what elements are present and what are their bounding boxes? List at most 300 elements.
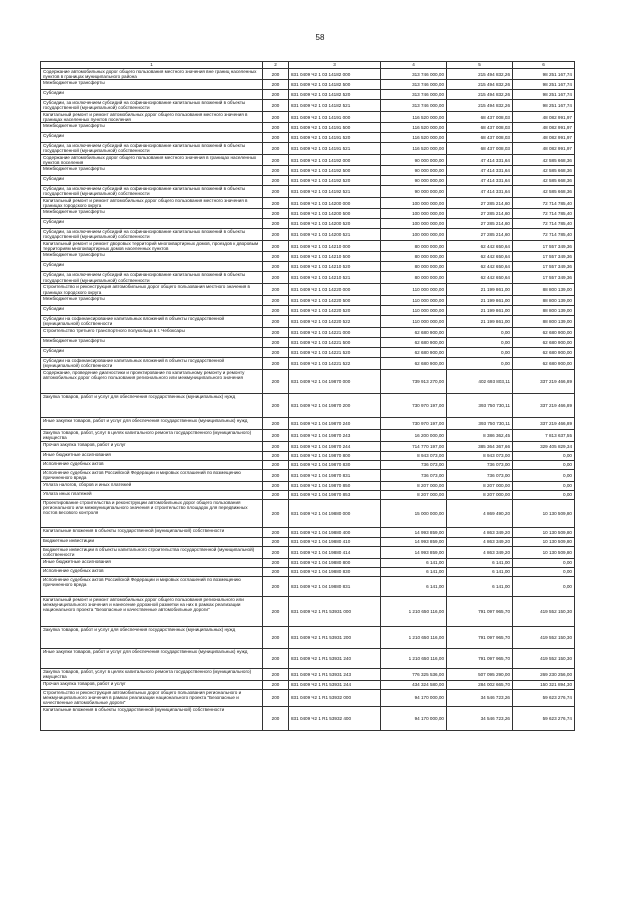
approved-amount-cell: 90 000 000,00	[381, 155, 447, 166]
classification-code-cell: 831 0409 Ч2 1 03 14200 500	[289, 209, 381, 219]
line-code-cell: 200	[263, 327, 289, 337]
line-code-cell: 200	[263, 315, 289, 327]
executed-amount-cell: 4 863 349,20	[447, 527, 513, 537]
approved-amount-cell: 110 000 000,00	[381, 295, 447, 305]
remaining-amount-cell: 0,00	[513, 460, 575, 469]
classification-code-cell: 831 0409 Ч2 1 04 19880 831	[289, 576, 381, 596]
approved-amount-cell: 110 000 000,00	[381, 305, 447, 315]
classification-code-cell: 831 0409 Ч2 1 03 14221 522	[289, 357, 381, 369]
expense-name-cell: Содержание автомобильных дорог общего пользования местного значения вне границ населенных пунктов в границах муниципального района	[41, 69, 263, 80]
table-row	[41, 546, 575, 558]
executed-amount-cell: 4 863 349,20	[447, 546, 513, 558]
classification-code-cell: 831 0409 Ч2 1 04 19870 000	[289, 369, 381, 393]
classification-code-cell: 831 0409 Ч2 1 R1 53931 243	[289, 668, 381, 680]
classification-code-cell: 831 0409 Ч2 1 04 19880 000	[289, 499, 381, 527]
executed-amount-cell: 21 199 861,00	[447, 295, 513, 305]
expense-name-cell: Строительство и реконструкция автомобильных дорог общего пользования местного значения в границах городского округа	[41, 284, 263, 295]
approved-amount-cell: 6 141,00	[381, 558, 447, 567]
line-code-cell: 200	[263, 100, 289, 112]
remaining-amount-cell: 48 082 991,97	[513, 143, 575, 155]
approved-amount-cell: 62 680 900,00	[381, 347, 447, 357]
expense-name-cell: Субсидии	[41, 305, 263, 315]
classification-code-cell: 831 0409 Ч2 1 03 14191 000	[289, 112, 381, 123]
classification-code-cell: 831 0409 Ч2 1 03 14221 000	[289, 327, 381, 337]
approved-amount-cell: 313 746 000,00	[381, 100, 447, 112]
table-row	[41, 305, 575, 315]
table-row	[41, 219, 575, 229]
classification-code-cell: 831 0409 Ч2 1 R1 53932 400	[289, 706, 381, 730]
classification-code-cell: 831 0409 Ч2 1 03 14192 520	[289, 176, 381, 186]
line-code-cell: 200	[263, 680, 289, 689]
table-row	[41, 680, 575, 689]
line-code-cell: 200	[263, 567, 289, 576]
remaining-amount-cell: 98 251 167,74	[513, 69, 575, 80]
executed-amount-cell: 68 437 008,03	[447, 112, 513, 123]
line-code-cell: 200	[263, 460, 289, 469]
executed-amount-cell: 4 869 490,20	[447, 499, 513, 527]
remaining-amount-cell: 0,00	[513, 567, 575, 576]
approved-amount-cell: 736 073,00	[381, 469, 447, 481]
table-row	[41, 133, 575, 143]
classification-code-cell: 831 0409 Ч2 1 04 19870 830	[289, 460, 381, 469]
remaining-amount-cell: 337 219 466,89	[513, 369, 575, 393]
line-code-cell: 200	[263, 176, 289, 186]
line-code-cell: 200	[263, 499, 289, 527]
table-row	[41, 327, 575, 337]
classification-code-cell: 831 0409 Ч2 1 04 19870 244	[289, 441, 381, 451]
table-row	[41, 90, 575, 100]
approved-amount-cell: 116 520 000,00	[381, 123, 447, 133]
expense-name-cell: Исполнение судебных актов	[41, 460, 263, 469]
line-code-cell: 200	[263, 527, 289, 537]
executed-amount-cell: 0,00	[447, 347, 513, 357]
table-row	[41, 166, 575, 176]
classification-code-cell: 831 0409 Ч2 1 R1 53931 200	[289, 626, 381, 648]
table-row	[41, 648, 575, 668]
expense-name-cell: Иные бюджетные ассигнования	[41, 558, 263, 567]
classification-code-cell: 831 0409 Ч2 1 04 19870 831	[289, 469, 381, 481]
executed-amount-cell: 0,00	[447, 337, 513, 347]
line-code-cell: 200	[263, 469, 289, 481]
approved-amount-cell: 313 746 000,00	[381, 69, 447, 80]
classification-code-cell: 831 0409 Ч2 1 04 19870 240	[289, 417, 381, 429]
classification-code-cell: 831 0409 Ч2 1 04 19870 853	[289, 490, 381, 499]
remaining-amount-cell: 88 800 139,00	[513, 284, 575, 295]
classification-code-cell: 831 0409 Ч2 1 03 14191 521	[289, 143, 381, 155]
executed-amount-cell: 27 285 214,60	[447, 198, 513, 209]
remaining-amount-cell: 88 800 139,00	[513, 305, 575, 315]
executed-amount-cell: 47 414 331,64	[447, 186, 513, 198]
remaining-amount-cell: 150 321 894,30	[513, 680, 575, 689]
executed-amount-cell: 6 141,00	[447, 567, 513, 576]
expense-name-cell: Исполнение судебных актов Российской Федерации и мировых соглашений по возмещению причиненного вреда	[41, 576, 263, 596]
budget-report-table	[40, 61, 575, 731]
remaining-amount-cell: 7 813 637,55	[513, 429, 575, 441]
line-code-cell: 200	[263, 241, 289, 252]
executed-amount-cell: 27 285 214,60	[447, 229, 513, 241]
executed-amount-cell: 34 546 723,26	[447, 706, 513, 730]
expense-name-cell: Субсидии	[41, 347, 263, 357]
expense-name-cell: Субсидии	[41, 90, 263, 100]
executed-amount-cell: 393 750 730,11	[447, 417, 513, 429]
executed-amount-cell: 34 546 723,26	[447, 689, 513, 706]
table-row	[41, 186, 575, 198]
remaining-amount-cell: 17 557 349,36	[513, 241, 575, 252]
expense-name-cell: Межбюджетные трансферты	[41, 252, 263, 262]
table-row	[41, 369, 575, 393]
classification-code-cell: 831 0409 Ч2 1 03 14182 000	[289, 69, 381, 80]
approved-amount-cell: 62 680 900,00	[381, 337, 447, 347]
table-row	[41, 100, 575, 112]
expense-name-cell: Субсидии, за исключением субсидий на софинансирование капитальных вложений в объекты государственной (муниципальной) собственности	[41, 229, 263, 241]
expense-name-cell: Прочая закупка товаров, работ и услуг	[41, 680, 263, 689]
expense-name-cell: Субсидии на софинансирование капитальных вложений в объекты государственной (муниципальной) собственности	[41, 357, 263, 369]
classification-code-cell: 831 0409 Ч2 1 03 14192 000	[289, 155, 381, 166]
line-code-cell: 200	[263, 558, 289, 567]
remaining-amount-cell: 17 557 349,36	[513, 252, 575, 262]
table-row	[41, 527, 575, 537]
line-code-cell: 200	[263, 451, 289, 460]
expense-name-cell: Строительство и реконструкция автомобильных дорог общего пользования регионального и межмуниципального значения в рамках реализации национального проекта "Безопасные и качественные автомобильные дороги"	[41, 689, 263, 706]
table-row	[41, 451, 575, 460]
executed-amount-cell: 47 414 331,64	[447, 166, 513, 176]
executed-amount-cell: 6 141,00	[447, 576, 513, 596]
classification-code-cell: 831 0409 Ч2 1 03 14220 000	[289, 284, 381, 295]
executed-amount-cell: 402 693 803,11	[447, 369, 513, 393]
expense-name-cell: Прочая закупка товаров, работ и услуг	[41, 441, 263, 451]
line-code-cell: 200	[263, 337, 289, 347]
remaining-amount-cell: 0,00	[513, 469, 575, 481]
approved-amount-cell: 110 000 000,00	[381, 284, 447, 295]
line-code-cell: 200	[263, 155, 289, 166]
approved-amount-cell: 62 680 900,00	[381, 327, 447, 337]
remaining-amount-cell: 42 585 668,36	[513, 166, 575, 176]
table-row	[41, 469, 575, 481]
approved-amount-cell: 80 000 000,00	[381, 241, 447, 252]
classification-code-cell: 831 0409 Ч2 1 04 19880 830	[289, 567, 381, 576]
executed-amount-cell: 68 437 008,03	[447, 133, 513, 143]
classification-code-cell: 831 0409 Ч2 1 03 14210 520	[289, 262, 381, 272]
approved-amount-cell: 730 970 197,00	[381, 417, 447, 429]
classification-code-cell: 831 0409 Ч2 1 04 19870 800	[289, 451, 381, 460]
line-code-cell: 200	[263, 490, 289, 499]
approved-amount-cell: 116 520 000,00	[381, 143, 447, 155]
line-code-cell: 200	[263, 576, 289, 596]
table-row	[41, 537, 575, 546]
line-code-cell: 200	[263, 198, 289, 209]
expense-name-cell: Субсидии	[41, 262, 263, 272]
classification-code-cell: 831 0409 Ч2 1 04 19870 850	[289, 481, 381, 490]
table-row	[41, 357, 575, 369]
table-row	[41, 499, 575, 527]
line-code-cell: 200	[263, 284, 289, 295]
approved-amount-cell: 100 000 000,00	[381, 209, 447, 219]
table-row	[41, 176, 575, 186]
executed-amount-cell: 62 442 650,64	[447, 262, 513, 272]
line-code-cell: 200	[263, 668, 289, 680]
classification-code-cell: 831 0409 Ч2 1 R1 53931 000	[289, 596, 381, 626]
remaining-amount-cell: 10 130 509,80	[513, 537, 575, 546]
expense-name-cell: Межбюджетные трансферты	[41, 80, 263, 90]
classification-code-cell: 831 0409 Ч2 1 04 19880 410	[289, 537, 381, 546]
remaining-amount-cell: 419 552 150,30	[513, 596, 575, 626]
approved-amount-cell: 739 913 270,00	[381, 369, 447, 393]
remaining-amount-cell: 337 219 466,89	[513, 393, 575, 417]
classification-code-cell: 831 0409 Ч2 1 03 14200 521	[289, 229, 381, 241]
line-code-cell: 200	[263, 295, 289, 305]
expense-name-cell: Закупка товаров, работ и услуг для обеспечения государственных (муниципальных) нужд	[41, 626, 263, 648]
remaining-amount-cell: 62 680 900,00	[513, 337, 575, 347]
remaining-amount-cell: 62 680 900,00	[513, 347, 575, 357]
expense-name-cell: Закупка товаров, работ, услуг в целях капитального ремонта государственного (муниципального) имущества	[41, 668, 263, 680]
approved-amount-cell: 14 993 859,00	[381, 537, 447, 546]
remaining-amount-cell: 17 557 349,36	[513, 272, 575, 284]
expense-name-cell: Строительство третьего транспортного полукольца в г. Чебоксары	[41, 327, 263, 337]
column-header: 5	[447, 62, 513, 69]
executed-amount-cell: 791 097 965,70	[447, 626, 513, 648]
expense-name-cell: Капитальный ремонт и ремонт автомобильных дорог общего пользования местного значения в границах городского округа	[41, 198, 263, 209]
table-row	[41, 347, 575, 357]
executed-amount-cell: 68 437 008,03	[447, 143, 513, 155]
line-code-cell: 200	[263, 229, 289, 241]
executed-amount-cell: 6 141,00	[447, 558, 513, 567]
classification-code-cell: 831 0409 Ч2 1 03 14210 521	[289, 272, 381, 284]
approved-amount-cell: 736 073,00	[381, 460, 447, 469]
classification-code-cell: 831 0409 Ч2 1 03 14192 521	[289, 186, 381, 198]
line-code-cell: 200	[263, 369, 289, 393]
classification-code-cell: 831 0409 Ч2 1 03 14192 500	[289, 166, 381, 176]
executed-amount-cell: 21 199 861,00	[447, 284, 513, 295]
classification-code-cell: 831 0409 Ч2 1 03 14221 500	[289, 337, 381, 347]
classification-code-cell: 831 0409 Ч2 1 04 19870 243	[289, 429, 381, 441]
executed-amount-cell: 62 442 650,64	[447, 272, 513, 284]
line-code-cell: 200	[263, 112, 289, 123]
approved-amount-cell: 1 210 650 116,00	[381, 626, 447, 648]
table-row	[41, 490, 575, 499]
classification-code-cell: 831 0409 Ч2 1 03 14210 000	[289, 241, 381, 252]
approved-amount-cell: 776 325 536,00	[381, 668, 447, 680]
expense-name-cell: Субсидии	[41, 133, 263, 143]
line-code-cell: 200	[263, 133, 289, 143]
expense-name-cell: Субсидии	[41, 219, 263, 229]
expense-name-cell: Межбюджетные трансферты	[41, 166, 263, 176]
approved-amount-cell: 14 993 859,00	[381, 527, 447, 537]
approved-amount-cell: 116 520 000,00	[381, 133, 447, 143]
remaining-amount-cell: 0,00	[513, 451, 575, 460]
remaining-amount-cell: 88 800 139,00	[513, 315, 575, 327]
table-row	[41, 252, 575, 262]
executed-amount-cell: 68 437 008,03	[447, 123, 513, 133]
classification-code-cell: 831 0409 Ч2 1 03 14210 500	[289, 252, 381, 262]
line-code-cell: 200	[263, 596, 289, 626]
approved-amount-cell: 313 746 000,00	[381, 90, 447, 100]
table-row	[41, 229, 575, 241]
line-code-cell: 200	[263, 272, 289, 284]
line-code-cell: 200	[263, 429, 289, 441]
approved-amount-cell: 15 000 000,00	[381, 499, 447, 527]
remaining-amount-cell: 62 680 900,00	[513, 357, 575, 369]
classification-code-cell: 831 0409 Ч2 1 03 14191 500	[289, 123, 381, 133]
executed-amount-cell: 47 414 331,64	[447, 155, 513, 166]
line-code-cell: 200	[263, 123, 289, 133]
expense-name-cell: Субсидии, за исключением субсидий на софинансирование капитальных вложений в объекты государственной (муниципальной) собственности	[41, 143, 263, 155]
table-row	[41, 626, 575, 648]
executed-amount-cell: 791 097 965,70	[447, 648, 513, 668]
approved-amount-cell: 16 200 000,00	[381, 429, 447, 441]
expense-name-cell: Закупка товаров, работ и услуг для обеспечения государственных (муниципальных) нужд	[41, 393, 263, 417]
classification-code-cell: 831 0409 Ч2 1 03 14220 500	[289, 295, 381, 305]
table-row	[41, 209, 575, 219]
expense-name-cell: Уплата налогов, сборов и иных платежей	[41, 481, 263, 490]
line-code-cell: 200	[263, 186, 289, 198]
expense-name-cell: Иные закупки товаров, работ и услуг для обеспечения государственных (муниципальных) нужд	[41, 417, 263, 429]
column-header: 3	[289, 62, 381, 69]
remaining-amount-cell: 42 585 668,36	[513, 176, 575, 186]
expense-name-cell: Проектирование строительства и реконструкции автомобильных дорог общего пользования регионального или межмуниципального значения и строительство площадок для передвижных постов весового контроля	[41, 499, 263, 527]
table-row	[41, 481, 575, 490]
approved-amount-cell: 714 770 197,00	[381, 441, 447, 451]
executed-amount-cell: 27 285 214,60	[447, 209, 513, 219]
classification-code-cell: 831 0409 Ч2 1 03 14182 521	[289, 100, 381, 112]
approved-amount-cell: 8 207 000,00	[381, 490, 447, 499]
line-code-cell: 200	[263, 357, 289, 369]
remaining-amount-cell: 72 714 785,40	[513, 209, 575, 219]
line-code-cell: 200	[263, 143, 289, 155]
table-row	[41, 69, 575, 80]
table-row	[41, 295, 575, 305]
classification-code-cell: 831 0409 Ч2 1 03 14220 522	[289, 315, 381, 327]
remaining-amount-cell: 72 714 785,40	[513, 198, 575, 209]
expense-name-cell: Межбюджетные трансферты	[41, 337, 263, 347]
table-row	[41, 596, 575, 626]
remaining-amount-cell: 88 800 139,00	[513, 295, 575, 305]
executed-amount-cell: 215 494 832,26	[447, 100, 513, 112]
table-row	[41, 668, 575, 680]
remaining-amount-cell: 59 623 276,74	[513, 689, 575, 706]
executed-amount-cell: 62 442 650,64	[447, 252, 513, 262]
remaining-amount-cell: 10 130 509,80	[513, 527, 575, 537]
executed-amount-cell: 8 207 000,00	[447, 490, 513, 499]
remaining-amount-cell: 72 714 785,40	[513, 229, 575, 241]
expense-name-cell: Уплата иных платежей	[41, 490, 263, 499]
approved-amount-cell: 116 520 000,00	[381, 112, 447, 123]
expense-name-cell: Содержание автомобильных дорог общего пользования местного значения в границах населенных пунктов поселения	[41, 155, 263, 166]
line-code-cell: 200	[263, 626, 289, 648]
remaining-amount-cell: 419 552 150,30	[513, 648, 575, 668]
expense-name-cell: Субсидии, за исключением субсидий на софинансирование капитальных вложений в объекты государственной (муниципальной) собственности	[41, 186, 263, 198]
table-row	[41, 80, 575, 90]
approved-amount-cell: 110 000 000,00	[381, 315, 447, 327]
line-code-cell: 200	[263, 546, 289, 558]
remaining-amount-cell: 329 405 829,34	[513, 441, 575, 451]
remaining-amount-cell: 59 623 276,74	[513, 706, 575, 730]
executed-amount-cell: 215 494 832,26	[447, 90, 513, 100]
line-code-cell: 200	[263, 69, 289, 80]
remaining-amount-cell: 17 557 349,36	[513, 262, 575, 272]
table-row	[41, 112, 575, 123]
column-header: 4	[381, 62, 447, 69]
column-number-row	[41, 62, 575, 69]
column-header: 6	[513, 62, 575, 69]
remaining-amount-cell: 0,00	[513, 481, 575, 490]
classification-code-cell: 831 0409 Ч2 1 04 19880 800	[289, 558, 381, 567]
approved-amount-cell: 94 170 000,00	[381, 689, 447, 706]
table-row	[41, 272, 575, 284]
line-code-cell: 200	[263, 262, 289, 272]
classification-code-cell: 831 0409 Ч2 1 R1 53932 000	[289, 689, 381, 706]
line-code-cell: 200	[263, 80, 289, 90]
expense-name-cell: Субсидии	[41, 176, 263, 186]
line-code-cell: 200	[263, 417, 289, 429]
approved-amount-cell: 313 746 000,00	[381, 80, 447, 90]
remaining-amount-cell: 48 082 991,97	[513, 123, 575, 133]
table-row	[41, 441, 575, 451]
approved-amount-cell: 6 141,00	[381, 576, 447, 596]
classification-code-cell: 831 0409 Ч2 1 03 14182 500	[289, 80, 381, 90]
remaining-amount-cell: 98 251 167,74	[513, 100, 575, 112]
executed-amount-cell: 0,00	[447, 357, 513, 369]
expense-name-cell: Субсидии на софинансирование капитальных вложений в объекты государственной (муниципальной) собственности	[41, 315, 263, 327]
expense-name-cell: Межбюджетные трансферты	[41, 123, 263, 133]
approved-amount-cell: 90 000 000,00	[381, 186, 447, 198]
expense-name-cell: Бюджетные инвестиции	[41, 537, 263, 546]
approved-amount-cell: 80 000 000,00	[381, 252, 447, 262]
table-row	[41, 315, 575, 327]
expense-name-cell: Субсидии, за исключением субсидий на софинансирование капитальных вложений в объекты государственной (муниципальной) собственности	[41, 272, 263, 284]
table-row	[41, 123, 575, 133]
approved-amount-cell: 100 000 000,00	[381, 219, 447, 229]
line-code-cell: 200	[263, 481, 289, 490]
table-row	[41, 143, 575, 155]
classification-code-cell: 831 0409 Ч2 1 03 14200 520	[289, 219, 381, 229]
remaining-amount-cell: 98 251 167,74	[513, 90, 575, 100]
expense-name-cell: Межбюджетные трансферты	[41, 295, 263, 305]
remaining-amount-cell: 269 230 256,00	[513, 668, 575, 680]
approved-amount-cell: 730 970 197,00	[381, 393, 447, 417]
line-code-cell: 200	[263, 90, 289, 100]
remaining-amount-cell: 0,00	[513, 490, 575, 499]
remaining-amount-cell: 419 552 150,30	[513, 626, 575, 648]
executed-amount-cell: 791 097 965,70	[447, 596, 513, 626]
expense-name-cell: Межбюджетные трансферты	[41, 209, 263, 219]
approved-amount-cell: 100 000 000,00	[381, 198, 447, 209]
expense-name-cell: Капитальные вложения в объекты государственной (муниципальной) собственности	[41, 527, 263, 537]
executed-amount-cell: 4 863 349,20	[447, 537, 513, 546]
table-row	[41, 429, 575, 441]
expense-name-cell: Капитальный ремонт и ремонт автомобильных дорог общего пользования регионального или межмуниципального значения и нанесение дорожной разметки на них в рамках реализации национального проекта "Безопасные и качественные автомобильные дороги"	[41, 596, 263, 626]
executed-amount-cell: 507 095 290,00	[447, 668, 513, 680]
line-code-cell: 200	[263, 305, 289, 315]
remaining-amount-cell: 42 585 668,36	[513, 155, 575, 166]
approved-amount-cell: 1 210 650 116,00	[381, 648, 447, 668]
approved-amount-cell: 6 141,00	[381, 567, 447, 576]
line-code-cell: 200	[263, 166, 289, 176]
executed-amount-cell: 62 442 650,64	[447, 241, 513, 252]
classification-code-cell: 831 0409 Ч2 1 04 19870 200	[289, 393, 381, 417]
approved-amount-cell: 90 000 000,00	[381, 166, 447, 176]
table-row	[41, 284, 575, 295]
classification-code-cell: 831 0409 Ч2 1 03 14221 520	[289, 347, 381, 357]
expense-name-cell: Капитальные вложения в объекты государственной (муниципальной) собственности	[41, 706, 263, 730]
table-row	[41, 393, 575, 417]
expense-name-cell: Иные бюджетные ассигнования	[41, 451, 263, 460]
executed-amount-cell: 393 750 730,11	[447, 393, 513, 417]
approved-amount-cell: 62 680 900,00	[381, 357, 447, 369]
executed-amount-cell: 284 002 665,70	[447, 680, 513, 689]
executed-amount-cell: 215 494 832,26	[447, 69, 513, 80]
expense-name-cell: Иные закупки товаров, работ и услуг для обеспечения государственных (муниципальных) нужд	[41, 648, 263, 668]
table-row	[41, 337, 575, 347]
